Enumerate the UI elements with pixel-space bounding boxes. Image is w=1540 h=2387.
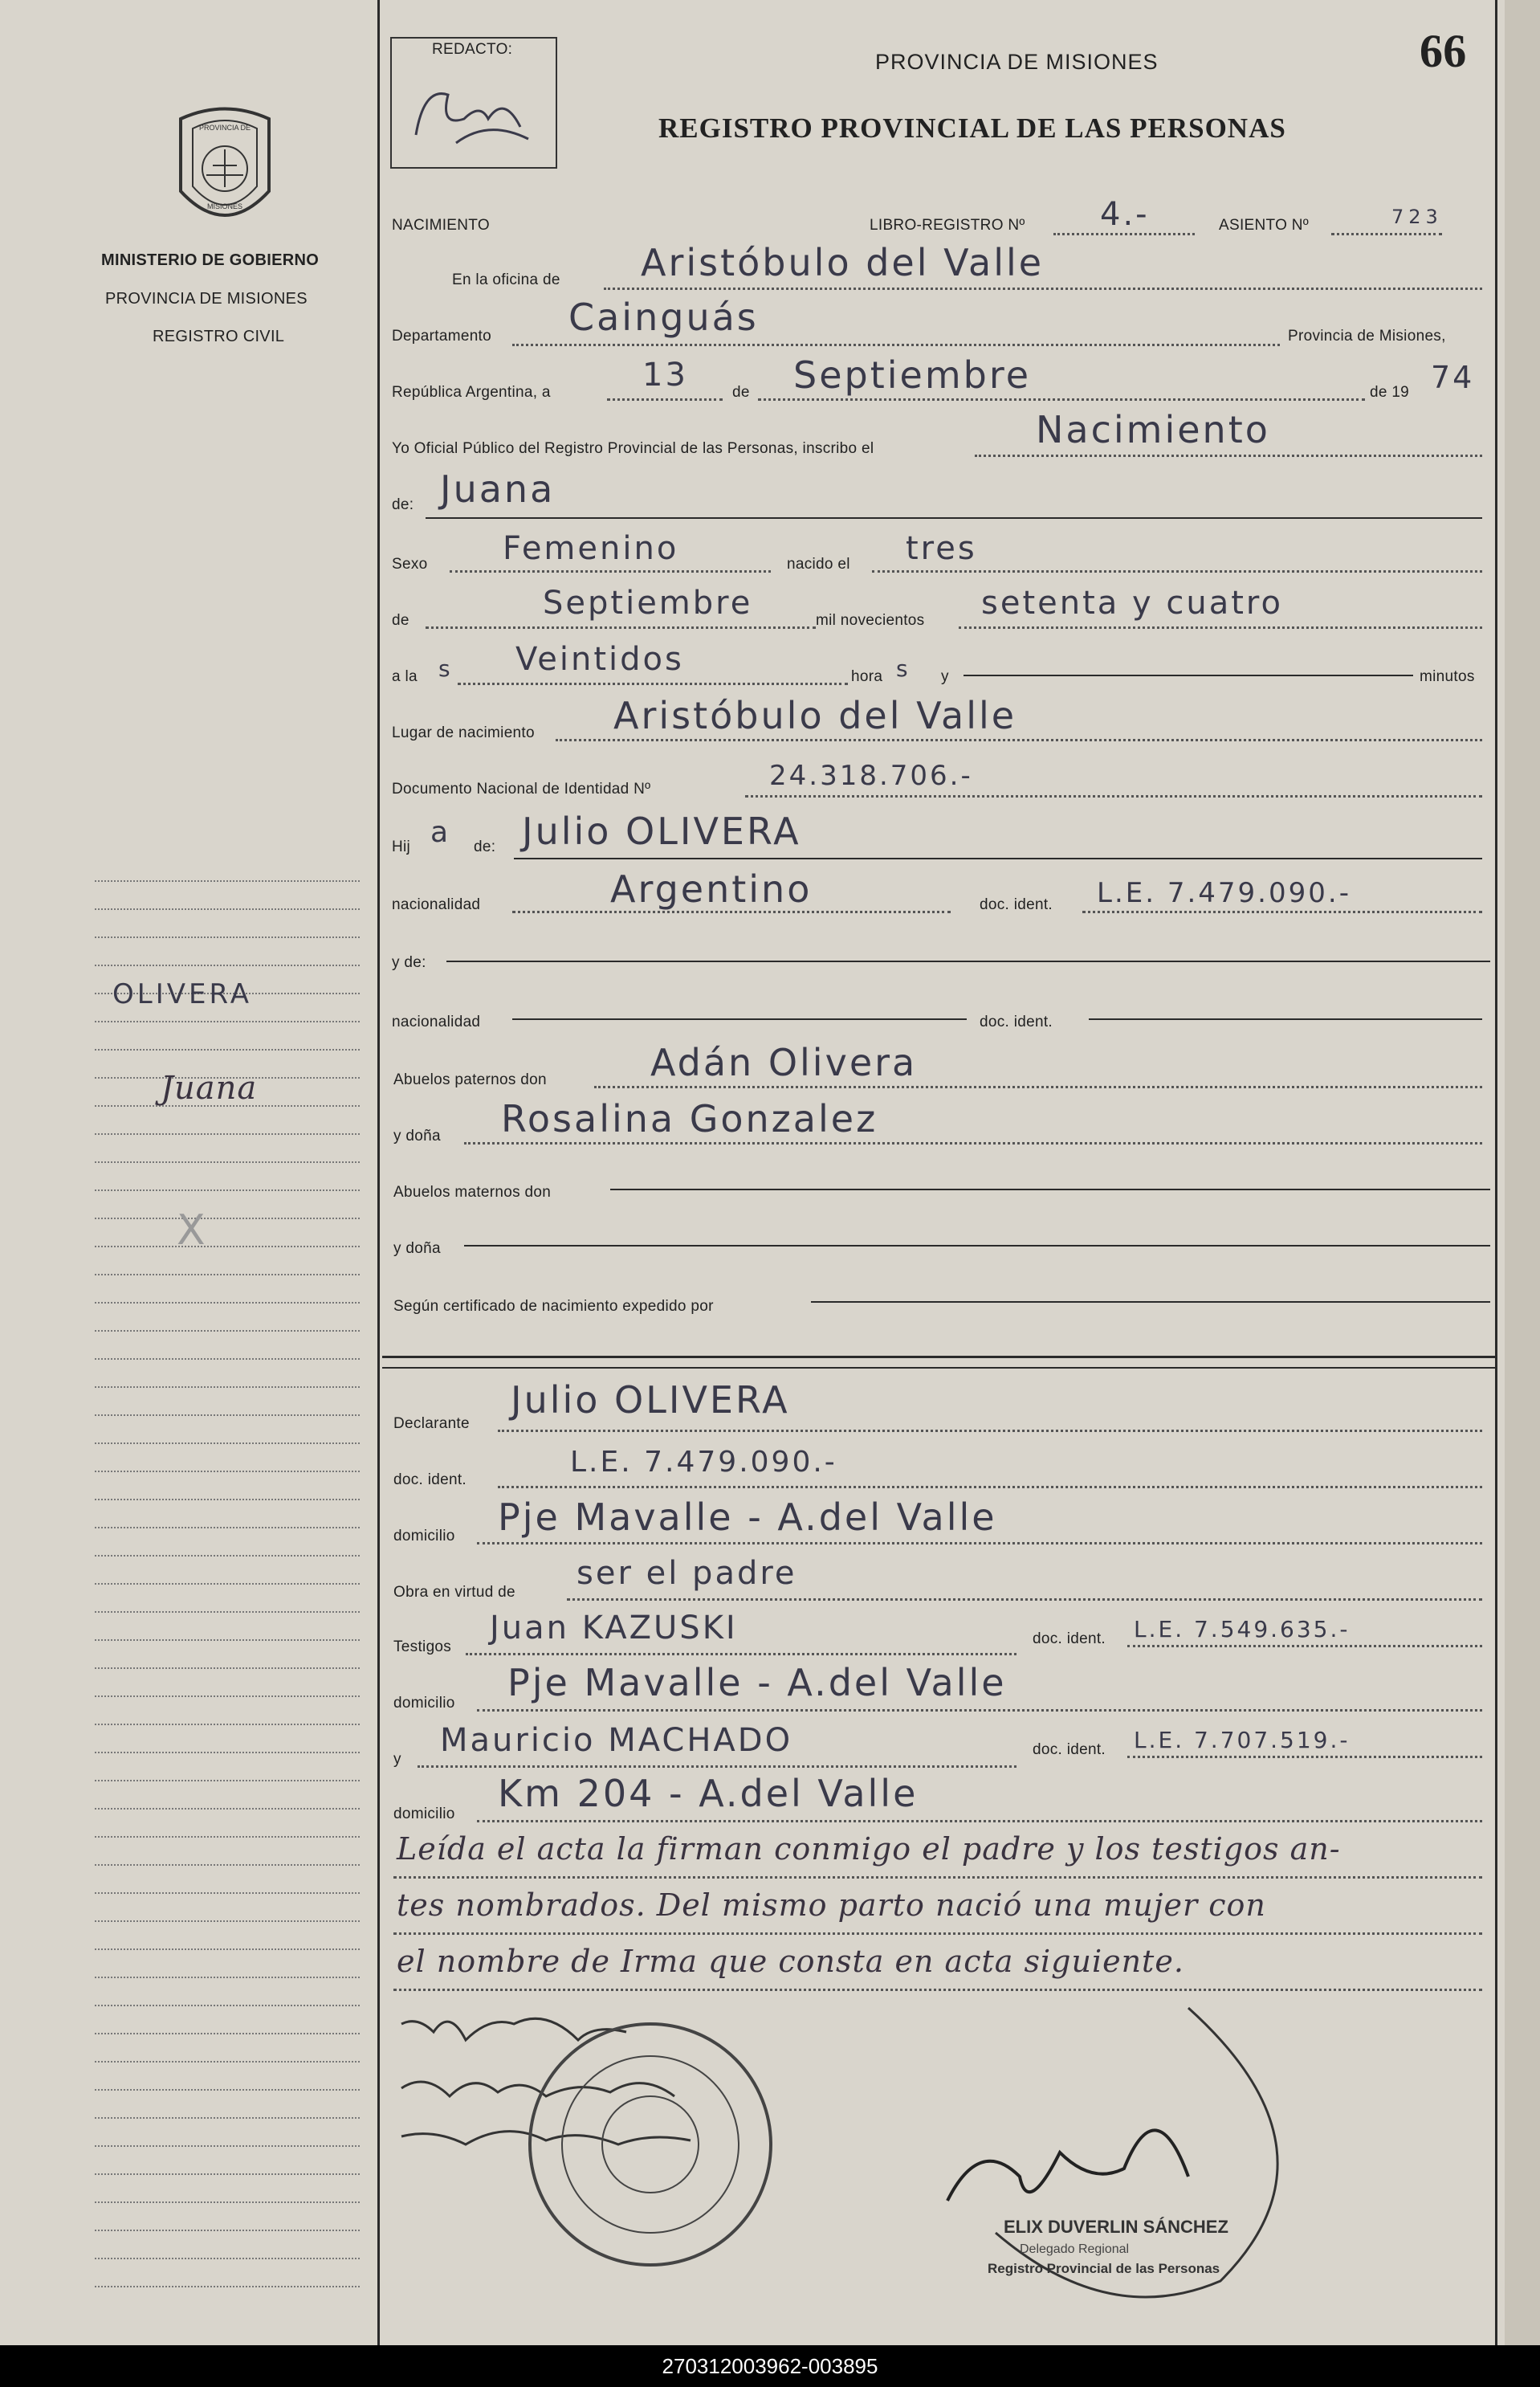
ministry-label: MINISTERIO DE GOBIERNO <box>101 251 320 269</box>
sidebar-rule-line <box>95 1864 360 1866</box>
nac1-line <box>512 911 951 913</box>
decl-doc-line <box>498 1486 1482 1488</box>
emblem-text-top: PROVINCIA DE <box>198 124 251 132</box>
declarante-label: Declarante <box>393 1415 470 1432</box>
de3-label: de <box>392 612 409 629</box>
departamento-line <box>512 344 1280 346</box>
nacido-line <box>872 570 1482 573</box>
sidebar-province-label: PROVINCIA DE MISIONES <box>105 290 308 308</box>
header-province: PROVINCIA DE MISIONES <box>875 50 1159 74</box>
testigo1-doc-line <box>1127 1645 1482 1647</box>
signatures-area <box>385 1992 1493 2329</box>
doc1-line <box>1082 911 1482 913</box>
departamento-value: Cainguás <box>568 296 759 339</box>
libro-line <box>1053 233 1195 235</box>
redacto-signature <box>392 39 552 159</box>
page-number: 66 <box>1420 25 1467 77</box>
sidebar-rule-line <box>95 2145 360 2147</box>
sexo-line <box>450 570 771 573</box>
sidebar-rule-line <box>95 965 360 966</box>
ydona2-label: y doña <box>393 1240 441 1257</box>
nac1-label: nacionalidad <box>392 896 481 913</box>
decl-domicilio-line <box>477 1542 1482 1544</box>
sidebar-rule-line <box>95 2089 360 2091</box>
nacido-label: nacido el <box>787 556 850 573</box>
page-edge <box>1505 0 1540 2345</box>
note-line-2 <box>393 1932 1482 1935</box>
oficina-line <box>604 288 1482 290</box>
sidebar-rule-line <box>95 1218 360 1219</box>
sidebar-rule-line <box>95 1583 360 1585</box>
sidebar-rule-line <box>95 1836 360 1838</box>
day-line <box>607 398 723 401</box>
madre-rule <box>446 961 1490 962</box>
year-value: 74 <box>1431 360 1475 395</box>
testigo1-dom-label: domicilio <box>393 1695 455 1712</box>
oficina-label: En la oficina de <box>452 271 560 288</box>
officer-name: ELIX DUVERLIN SÁNCHEZ <box>1004 2217 1228 2237</box>
dni-line <box>745 795 1482 798</box>
hijo-de-label: de: <box>474 839 496 855</box>
libro-label: LIBRO-REGISTRO Nº <box>870 217 1025 234</box>
sidebar-rule-line <box>95 1161 360 1163</box>
sidebar-rule-line <box>95 1752 360 1753</box>
sidebar-surname-note: OLIVERA <box>112 978 252 1010</box>
doc2-rule <box>1089 1018 1482 1020</box>
sidebar-rule-line <box>95 1639 360 1641</box>
redacto-box <box>390 37 557 169</box>
abmat-label: Abuelos maternos don <box>393 1184 552 1201</box>
sidebar-rule-line <box>95 2201 360 2203</box>
note-line-1 <box>393 1876 1482 1879</box>
sidebar-rule-line <box>95 1302 360 1304</box>
declarante-value: Julio OLIVERA <box>511 1378 790 1422</box>
testigo1-dom-line <box>477 1709 1482 1712</box>
testigos-label: Testigos <box>393 1638 452 1655</box>
nacimiento-section-label: NACIMIENTO <box>392 217 490 234</box>
note-line-3 <box>393 1989 1482 1991</box>
month-value: Septiembre <box>793 353 1032 397</box>
asiento-value: 723 <box>1391 206 1443 228</box>
day-value: 13 <box>642 357 688 394</box>
sidebar-rule-line <box>95 2005 360 2006</box>
right-margin-line <box>1495 0 1497 2345</box>
sidebar-rule-line <box>95 1471 360 1472</box>
doc2-label: doc. ident. <box>980 1014 1053 1030</box>
officer-signature <box>947 2130 1188 2201</box>
sexo-label: Sexo <box>392 556 428 573</box>
dni-value: 24.318.706.- <box>769 760 973 792</box>
ydona2-rule <box>464 1245 1490 1247</box>
testigo1-doc-label: doc. ident. <box>1033 1630 1106 1647</box>
lugar-label: Lugar de nacimiento <box>392 724 535 741</box>
note-line-3-text: el nombre de Irma que consta en acta siguiente. <box>397 1944 1184 1979</box>
officer-registry: Registro Provincial de las Personas <box>988 2261 1220 2276</box>
mes-line <box>426 626 816 629</box>
nombre-rule <box>426 517 1482 519</box>
section-divider-1 <box>382 1356 1495 1358</box>
archive-id-footer: 270312003962-003895 <box>0 2345 1540 2387</box>
redacto-label: REDACTO: <box>432 41 513 58</box>
sidebar-name-note: Juana <box>161 1070 258 1107</box>
oficial-value: Nacimiento <box>1036 408 1270 451</box>
hijo-label: Hij <box>392 839 411 855</box>
ala-label: a la <box>392 668 418 685</box>
registry-label: REGISTRO CIVIL <box>153 328 285 345</box>
sidebar-rule-line <box>95 2173 360 2175</box>
ala-value: s <box>438 655 453 682</box>
sidebar-rule-line <box>95 1189 360 1191</box>
sidebar-rule-line <box>95 2258 360 2259</box>
testigo1-line <box>466 1653 1016 1655</box>
republica-label: República Argentina, a <box>392 384 551 401</box>
decl-domicilio-value: Pje Mavalle - A.del Valle <box>498 1495 997 1539</box>
sidebar-rule-line <box>95 1695 360 1697</box>
oficial-label: Yo Oficial Público del Registro Provincial de las Personas, inscribo el <box>392 440 874 457</box>
dni-label: Documento Nacional de Identidad Nº <box>392 781 651 798</box>
testigo2-y-label: y <box>393 1751 401 1768</box>
provincia-suffix: Provincia de Misiones, <box>1288 328 1446 345</box>
section-divider-2 <box>382 1367 1495 1369</box>
departamento-label: Departamento <box>392 328 492 345</box>
de-label: de <box>732 384 750 401</box>
testigo2-line <box>418 1765 1016 1768</box>
asiento-line <box>1331 233 1442 235</box>
nac2-label: nacionalidad <box>392 1014 481 1030</box>
anio-line <box>959 626 1482 629</box>
mil-label: mil novecientos <box>816 612 925 629</box>
sidebar-rule-line <box>95 1667 360 1669</box>
hora-line <box>458 683 848 685</box>
certificado-label: Según certificado de nacimiento expedido por <box>393 1298 714 1315</box>
abpat-label: Abuelos paternos don <box>393 1071 547 1088</box>
testigo2-doc-label: doc. ident. <box>1033 1741 1106 1758</box>
testigo2-dom-value: Km 204 - A.del Valle <box>498 1772 919 1815</box>
header-title: REGISTRO PROVINCIAL DE LAS PERSONAS <box>658 112 1286 144</box>
oficina-value: Aristóbulo del Valle <box>641 241 1045 284</box>
ydona1-label: y doña <box>393 1128 441 1145</box>
asiento-label: ASIENTO Nº <box>1219 217 1309 234</box>
sidebar-rule-line <box>95 1414 360 1416</box>
province-emblem <box>165 103 285 239</box>
testigo2-dom-line <box>477 1820 1482 1822</box>
sidebar-rule-line <box>95 1948 360 1950</box>
sidebar-rule-line <box>95 1977 360 1978</box>
abpat-line <box>594 1086 1482 1088</box>
testigo2-doc-line <box>1127 1756 1482 1758</box>
sidebar-rule-line <box>95 1386 360 1388</box>
note-line-2-text: tes nombrados. Del mismo parto nació una mujer con <box>397 1887 1266 1923</box>
testigo1-value: Juan KAZUSKI <box>490 1610 738 1646</box>
sidebar-rule-line <box>95 1920 360 1922</box>
ydona1-value: Rosalina Gonzalez <box>501 1097 878 1140</box>
sexo-value: Femenino <box>503 530 679 567</box>
yde-label: y de: <box>392 954 426 971</box>
sidebar-rule-line <box>95 1358 360 1360</box>
obra-line <box>567 1598 1482 1601</box>
obra-value: ser el padre <box>576 1555 797 1592</box>
libro-value: 4.- <box>1100 196 1150 233</box>
sidebar-mark: X <box>177 1206 208 1255</box>
sidebar-rule-line <box>95 1892 360 1894</box>
testigo2-value: Mauricio MACHADO <box>440 1722 793 1759</box>
abpat-value: Adán Olivera <box>650 1041 918 1084</box>
nac1-value: Argentino <box>610 867 813 911</box>
testigo1-dom-value: Pje Mavalle - A.del Valle <box>507 1661 1007 1704</box>
sidebar-rule-line <box>95 1021 360 1022</box>
sidebar-rule-line <box>95 1330 360 1332</box>
hora-value: Veintidos <box>515 641 684 678</box>
padre-rule <box>514 858 1482 859</box>
testigo2-dom-label: domicilio <box>393 1806 455 1822</box>
sidebar-rule-line <box>95 1499 360 1500</box>
testigo1-doc-value: L.E. 7.549.635.- <box>1134 1616 1351 1642</box>
certificado-rule <box>811 1301 1490 1303</box>
decl-doc-value: L.E. 7.479.090.- <box>570 1446 837 1479</box>
minutos-label: minutos <box>1420 668 1475 685</box>
sidebar-rule-line <box>95 880 360 882</box>
sidebar-rule-line <box>95 2117 360 2119</box>
sidebar-rule-line <box>95 1724 360 1725</box>
note-line-1-text: Leída el acta la firman conmigo el padre y los testigos an- <box>397 1831 1341 1867</box>
sidebar-rule-line <box>95 2230 360 2231</box>
sidebar-rule-line <box>95 1555 360 1557</box>
sidebar-rule-line <box>95 1808 360 1810</box>
emblem-text-bottom: MISIONES <box>206 202 243 210</box>
declarante-line <box>498 1430 1482 1432</box>
official-seal <box>530 2024 771 2265</box>
hora-suffix: s <box>896 655 911 682</box>
doc1-value: L.E. 7.479.090.- <box>1097 877 1351 909</box>
sidebar-rule-line <box>95 908 360 910</box>
sidebar-rule-line <box>95 1274 360 1275</box>
decl-domicilio-label: domicilio <box>393 1528 455 1544</box>
de2-label: de: <box>392 496 414 513</box>
mes-value: Septiembre <box>543 585 753 622</box>
officer-role: Delegado Regional <box>1020 2242 1130 2256</box>
lugar-line <box>556 739 1482 741</box>
month-line <box>758 398 1365 401</box>
ydona1-line <box>464 1142 1482 1145</box>
year-label: de 19 <box>1370 384 1410 401</box>
abmat-rule <box>610 1189 1490 1190</box>
hora-label: hora <box>851 668 883 685</box>
sidebar-rule-line <box>95 1246 360 1247</box>
testigo2-doc-value: L.E. 7.707.519.- <box>1134 1727 1351 1753</box>
sidebar-rule-line <box>95 1133 360 1135</box>
sidebar-rule-line <box>95 1442 360 1444</box>
nacido-value: tres <box>906 530 977 567</box>
sidebar-rule-line <box>95 1611 360 1613</box>
oficial-line <box>975 455 1482 457</box>
left-margin-line <box>377 0 380 2345</box>
nac2-rule <box>512 1018 967 1020</box>
decl-doc-label: doc. ident. <box>393 1471 466 1488</box>
doc1-label: doc. ident. <box>980 896 1053 913</box>
padre-value: Julio OLIVERA <box>522 810 801 853</box>
sidebar-rule-line <box>95 1049 360 1051</box>
sidebar-rule-line <box>95 936 360 938</box>
sidebar-rule-line <box>95 1780 360 1781</box>
obra-label: Obra en virtud de <box>393 1584 515 1601</box>
sidebar-rule-line <box>95 1527 360 1528</box>
sidebar-rule-line <box>95 2286 360 2287</box>
nombre-value: Juana <box>440 467 556 511</box>
sidebar-rule-line <box>95 2061 360 2063</box>
minutos-rule <box>964 675 1413 676</box>
hijo-suffix: a <box>430 816 451 849</box>
anio-value: setenta y cuatro <box>981 585 1283 622</box>
sidebar-rule-line <box>95 2033 360 2034</box>
lugar-value: Aristóbulo del Valle <box>613 694 1017 737</box>
y-label: y <box>941 668 949 685</box>
